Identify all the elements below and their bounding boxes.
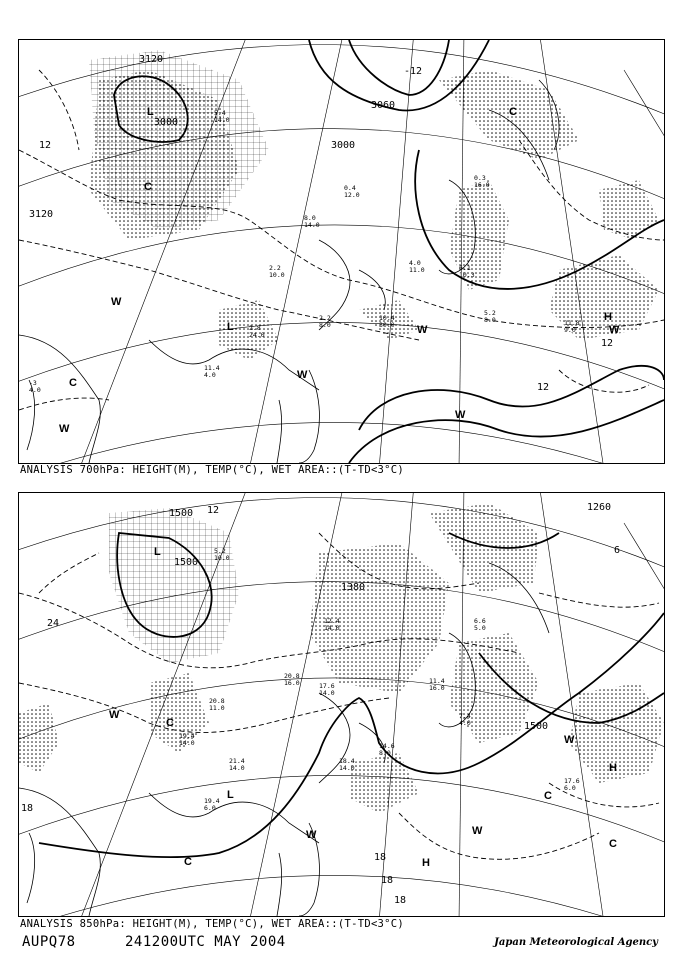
temperature-label: 18 [21, 803, 34, 814]
svg-text:11.0: 11.0 [409, 266, 425, 274]
cold-center: C [144, 181, 152, 193]
svg-text:30.0: 30.0 [379, 321, 395, 329]
svg-text:14.0: 14.0 [229, 764, 245, 772]
contour-label: 1500 [174, 557, 199, 568]
svg-text:11.4: 11.4 [204, 364, 220, 372]
svg-text:2.8: 2.8 [249, 324, 261, 332]
svg-text:8.0: 8.0 [319, 321, 331, 329]
svg-text:4.0: 4.0 [459, 719, 471, 727]
svg-text:9.0: 9.0 [564, 326, 576, 334]
warm-center: W [472, 825, 483, 837]
cold-center: C [166, 717, 174, 729]
svg-text:11.4: 11.4 [429, 677, 445, 685]
svg-text:4.0: 4.0 [29, 386, 41, 394]
cold-center: C [69, 377, 77, 389]
svg-text:5.0: 5.0 [474, 624, 486, 632]
svg-text:18.4: 18.4 [339, 757, 355, 765]
temperature-label: 12 [207, 505, 220, 516]
high-center: H [422, 857, 430, 869]
contour-label: 1500 [524, 721, 549, 732]
svg-text:6.0: 6.0 [204, 804, 216, 812]
temperature-label: -12 [404, 66, 423, 77]
warm-center: W [109, 709, 120, 721]
svg-text:6.6: 6.6 [474, 617, 486, 625]
low-center: L [227, 789, 234, 801]
svg-text:5.2: 5.2 [214, 547, 226, 555]
agency-credit: Japan Meteorological Agency [494, 937, 658, 948]
low-center: L [147, 106, 154, 118]
svg-text:4.0: 4.0 [204, 371, 216, 379]
wet-areas [89, 50, 659, 360]
svg-text:16.0: 16.0 [284, 679, 300, 687]
svg-text:11.8: 11.8 [564, 319, 580, 327]
map-850hpa [18, 492, 665, 917]
temperature-label: 6 [614, 545, 621, 556]
svg-text:0.3: 0.3 [474, 174, 486, 182]
contour-label: 3000 [331, 140, 356, 151]
temperature-label: 18 [374, 852, 387, 863]
svg-text:17.6: 17.6 [319, 682, 335, 690]
contour-label: 3120 [29, 209, 54, 220]
svg-text:2.2: 2.2 [319, 314, 331, 322]
svg-text:14.0: 14.0 [339, 764, 355, 772]
svg-text:5.4: 5.4 [214, 109, 226, 117]
chart-code: AUPQ78 [22, 934, 76, 950]
contour-label: 1500 [169, 508, 194, 519]
contour-label: 3060 [371, 100, 396, 111]
svg-text:14.6: 14.6 [379, 742, 395, 750]
contour-label: 1260 [587, 502, 612, 513]
svg-text:8.0: 8.0 [304, 214, 316, 222]
high-center: H [609, 762, 617, 774]
svg-text:16.0: 16.0 [429, 684, 445, 692]
svg-text:12.4: 12.4 [324, 617, 340, 625]
svg-text:8.0: 8.0 [379, 749, 391, 757]
svg-text:4.0: 4.0 [409, 259, 421, 267]
svg-text:6.1: 6.1 [459, 264, 471, 272]
low-center: L [154, 546, 161, 558]
svg-text:14.0: 14.0 [324, 624, 340, 632]
svg-text:16.0: 16.0 [474, 181, 490, 189]
temperature-label: 12 [537, 382, 550, 393]
temperature-label: 12 [39, 140, 52, 151]
svg-text:20.8: 20.8 [209, 697, 225, 705]
map-700hpa [18, 39, 665, 464]
svg-text:10.3: 10.3 [459, 271, 475, 279]
temperature-label: 18 [381, 875, 394, 886]
svg-text:19.4: 19.4 [204, 797, 220, 805]
contour-label: 3000 [154, 117, 179, 128]
caption-700hpa: ANALYSIS 700hPa: HEIGHT(M), TEMP(°C), WET AREA::(T-TD<3°C) [20, 464, 405, 476]
map-700hpa-canvas [19, 40, 664, 463]
cold-center: C [184, 856, 192, 868]
svg-text:7.4: 7.4 [459, 712, 471, 720]
temperature-label: 24 [47, 618, 60, 629]
svg-text:0.4: 0.4 [344, 184, 356, 192]
cold-center: C [609, 838, 617, 850]
svg-text:12.0: 12.0 [344, 191, 360, 199]
temperature-label: 18 [394, 895, 407, 906]
map-850hpa-canvas [19, 493, 664, 916]
svg-text:11.0: 11.0 [209, 704, 225, 712]
svg-text:10.4: 10.4 [379, 314, 395, 322]
warm-center: W [111, 296, 122, 308]
svg-text:14.0: 14.0 [179, 739, 195, 747]
svg-text:6.0: 6.0 [564, 784, 576, 792]
svg-text:17.6: 17.6 [564, 777, 580, 785]
temperature-label: 12 [601, 338, 614, 349]
low-center: L [227, 321, 234, 333]
svg-text:10.0: 10.0 [269, 271, 285, 279]
high-center: H [604, 311, 612, 323]
svg-text:10.0: 10.0 [214, 554, 230, 562]
svg-text:24.0: 24.0 [249, 331, 265, 339]
svg-text:19.4: 19.4 [179, 732, 195, 740]
warm-center: W [564, 734, 575, 746]
contour-label: 1380 [341, 582, 366, 593]
warm-center: W [609, 324, 620, 336]
svg-text:14.0: 14.0 [319, 689, 335, 697]
svg-text:14.0: 14.0 [304, 221, 320, 229]
valid-time: 241200UTC MAY 2004 [125, 934, 286, 950]
svg-text:2.2: 2.2 [269, 264, 281, 272]
warm-center: W [417, 324, 428, 336]
caption-850hpa: ANALYSIS 850hPa: HEIGHT(M), TEMP(°C), WET AREA::(T-TD<3°C) [20, 918, 405, 930]
coastlines [19, 563, 549, 916]
warm-center: W [455, 409, 466, 421]
cold-center: C [509, 106, 517, 118]
contour-label: 3120 [139, 54, 164, 65]
svg-text:14.0: 14.0 [214, 116, 230, 124]
svg-text:8.0: 8.0 [484, 316, 496, 324]
svg-text:21.4: 21.4 [229, 757, 245, 765]
warm-center: W [297, 369, 308, 381]
svg-text:5.2: 5.2 [484, 309, 496, 317]
warm-center: W [306, 829, 317, 841]
warm-center: W [59, 423, 70, 435]
cold-center: C [544, 790, 552, 802]
svg-text:-3: -3 [29, 379, 37, 387]
svg-text:20.8: 20.8 [284, 672, 300, 680]
